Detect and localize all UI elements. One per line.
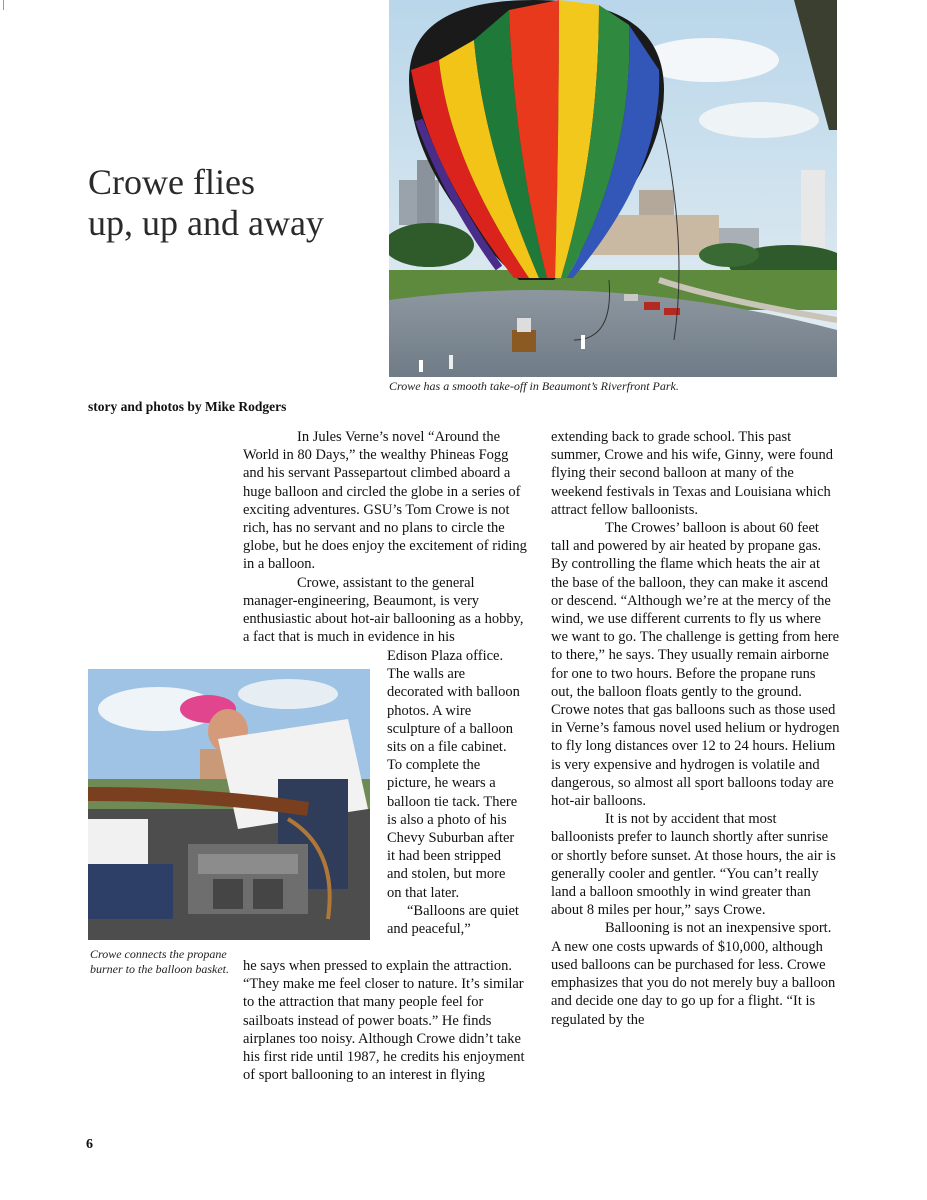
title-line-2: up, up and away (88, 203, 324, 244)
paragraph-4: extending back to grade school. This past summer, Crowe and his wife, Ginny, were found flying their second balloon at many of the weekend festivals in Texas and Louisiana which attract fellow balloonists. (551, 429, 833, 518)
column-1-bottom (243, 957, 527, 1084)
title-line-1: Crowe flies (88, 162, 255, 203)
paragraph-1: In Jules Verne’s novel “Around the World in 80 Days,” the wealthy Phineas Fogg and his servant Passepartout climbed aboard a huge balloon and circled the globe in a series of exciting adventures. GSU’s Tom Crowe is not rich, has no servant and no plans to circle the globe, but he does enjoy the excitement of riding in a balloon. (243, 429, 527, 573)
balloon-takeoff-photo (389, 0, 837, 377)
paragraph-7: Ballooning is not an inexpensive sport. A new one costs upwards of $10,000, although used balloons can be purchased for less. Crowe emphasizes that you do not merely buy a balloon and decide one day to go up for a flight. “It is regulated by the (551, 920, 836, 1028)
paragraph-6: It is not by accident that most balloonists prefer to launch shortly after sunrise or shortly before sunset. At those hours, the air is generally cooler and gentler. “You can’t really land a balloon smoothly in wind greater than about 8 miles per hour,” says Crowe. (551, 811, 836, 919)
top-photo-caption: Crowe has a smooth take-off in Beaumont’s Riverfront Park. (389, 379, 679, 393)
paragraph-5: The Crowes’ balloon is about 60 feet tall and powered by air heated by propane gas. By controlling the flame which heats the air at the base of the balloon, they can make it ascend or descend. “Although we’re at the mercy of the wind, we use different currents to fly us where we want to go. The challenge is getting from here to there,” he says. They usually remain airborne for one to two hours. Before the propane runs out, the balloon floats gently to the ground. Crowe notes that gas balloons such as those used in Verne’s famous novel used helium or hydrogen to fly long distances over 12 to 24 hours. Helium is very expensive and hydrogen is volatile and dangerous, so almost all sport balloons today are hot-air balloons. (551, 520, 840, 810)
column-2 (551, 428, 841, 1029)
propane-burner-photo (88, 669, 370, 940)
byline: story and photos by Mike Rodgers (88, 399, 287, 414)
paragraph-3-end: he says when pressed to explain the attraction. “They make me feel closer to nature. It’s similar to the attraction that many people feel for sailboats instead of power boats.” He finds airplanes too noisy. Although Crowe didn’t take his first ride until 1987, he credits his enjoyment of sport ballooning to an interest in flying (243, 958, 525, 1084)
paragraph-2-end: Edison Plaza office. The walls are decorated with balloon photos. A wire sculpture of a balloon sits on a file cabinet. To complete the picture, he wears a balloon tie tack. There is also a photo of his Chevy Suburban after it had been stripped and stolen, but more on that later. (387, 648, 520, 901)
left-photo-caption: Crowe connects the propane burner to the balloon basket. (90, 947, 229, 976)
column-1-top (243, 428, 527, 646)
column-1-wrap (387, 647, 523, 938)
paragraph-2-start: Crowe, assistant to the general manager-engineering, Beaumont, is very enthusiastic about hot-air ballooning as a hobby, a fact that is much in evidence in his (243, 574, 524, 646)
crop-mark (3, 0, 4, 10)
article-title (88, 162, 378, 244)
paragraph-3-start: “Balloons are quiet and peaceful,” (387, 902, 519, 938)
page-number: 6 (86, 1137, 93, 1152)
